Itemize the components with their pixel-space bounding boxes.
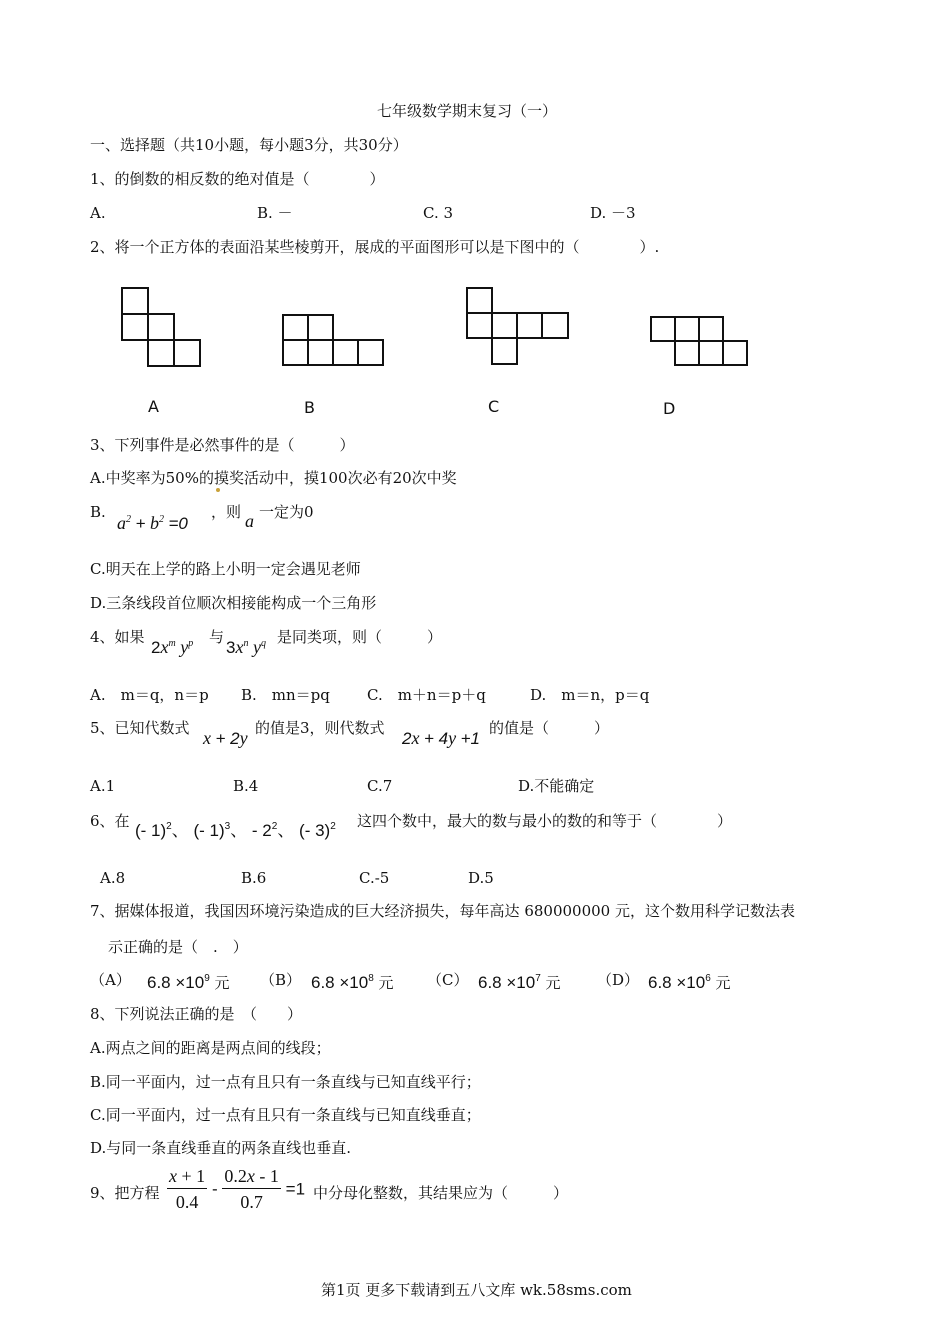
q9-equation: $\frac{x + 1}{0.4}$ - $\frac{0.2x - 1}{0.7}$ =1 bbox=[169, 1166, 306, 1212]
q7-label-b: （B） bbox=[260, 971, 302, 989]
question-4-mid: 与 bbox=[209, 628, 225, 646]
question-1-stem: 1、的倒数的相反数的绝对值是（ ） bbox=[90, 170, 385, 188]
page-footer: 第1页 更多下载请到五八文库 wk.58sms.com bbox=[321, 1281, 632, 1299]
question-8-stem: 8、下列说法正确的是 （ ） bbox=[90, 1005, 303, 1023]
question-9-prefix: 9、把方程 bbox=[90, 1184, 160, 1202]
question-7-line1: 7、据媒体报道，我国因环境污染造成的巨大经济损失，每年高达 680000000 元，这个数用科学记数法表 bbox=[90, 902, 795, 920]
net-a bbox=[122, 288, 200, 366]
q4-option-d: D. m＝n，p＝q bbox=[530, 686, 650, 704]
q3-var-a: a bbox=[245, 511, 254, 531]
q4-term-2: $3x^n$ $y^q$ bbox=[226, 637, 266, 657]
question-7-line2: 示正确的是（ . ） bbox=[108, 938, 248, 956]
q8-option-b: B.同一平面内，过一点有且只有一条直线与已知直线平行； bbox=[90, 1073, 481, 1091]
q1-option-d: D. －3 bbox=[590, 204, 636, 222]
net-c bbox=[467, 288, 568, 364]
question-6-suffix: 这四个数中，最大的数与最小的数的和等于（ ） bbox=[357, 812, 733, 830]
speck bbox=[216, 488, 220, 492]
q6-numbers: (- 1)$^2$、 (- 1)$^3$、 - $2^2$、 (- 3)$^2$ bbox=[135, 821, 336, 840]
net-d bbox=[651, 317, 747, 365]
net-label-d: D bbox=[663, 399, 676, 418]
q7-label-d: （D） bbox=[597, 971, 640, 989]
q5-option-d: D.不能确定 bbox=[518, 777, 595, 795]
q7-option-c: $6.8 \times 10^7$ 元 bbox=[478, 973, 561, 992]
q8-option-a: A.两点之间的距离是两点间的线段； bbox=[90, 1039, 331, 1057]
q1-option-a: A. bbox=[90, 204, 106, 222]
question-5-mid: 的值是3，则代数式 bbox=[255, 719, 385, 737]
q5-option-b: B.4 bbox=[233, 777, 259, 795]
question-5-suffix: 的值是（ ） bbox=[489, 719, 610, 737]
question-4-suffix: 是同类项，则（ ） bbox=[277, 628, 443, 646]
q7-label-c: （C） bbox=[427, 971, 469, 989]
q3-option-b-prefix: B. bbox=[90, 503, 106, 521]
q3-formula: $a^2 + b^2 =0$ bbox=[117, 513, 188, 533]
q6-option-c: C.-5 bbox=[359, 869, 390, 887]
q4-option-a: A. m＝q，n＝p bbox=[90, 686, 209, 704]
q6-option-b: B.6 bbox=[241, 869, 267, 887]
q8-option-d: D.与同一条直线垂直的两条直线也垂直. bbox=[90, 1139, 352, 1157]
q3-option-c: C.明天在上学的路上小明一定会遇见老师 bbox=[90, 560, 361, 578]
net-label-b: B bbox=[304, 398, 315, 417]
q7-option-a: $6.8 \times 10^9$ 元 bbox=[147, 973, 230, 992]
q4-option-b: B. mn＝pq bbox=[241, 686, 330, 704]
question-4-prefix: 4、如果 bbox=[90, 628, 145, 646]
section-heading: 一、选择题（共10小题，每小题3分，共30分） bbox=[90, 136, 408, 154]
q3-option-b-mid: ，则 bbox=[211, 503, 242, 521]
q6-option-d: D.5 bbox=[468, 869, 494, 887]
net-label-c: C bbox=[488, 397, 500, 416]
q7-label-a: （A） bbox=[90, 971, 131, 989]
q5-expr-1: x + 2y bbox=[203, 728, 248, 748]
q3-option-d: D.三条线段首位顺次相接能构成一个三角形 bbox=[90, 594, 377, 612]
q6-option-a: A.8 bbox=[100, 869, 126, 887]
q3-option-a: A.中奖率为50%的摸奖活动中，摸100次必有20次中奖 bbox=[90, 469, 457, 487]
net-b bbox=[283, 315, 383, 365]
question-6-prefix: 6、在 bbox=[90, 812, 130, 830]
question-5-prefix: 5、已知代数式 bbox=[90, 719, 190, 737]
q3-option-b-suffix: 一定为0 bbox=[259, 503, 314, 521]
q4-term-1: $2x^m$ $y^p$ bbox=[151, 637, 194, 657]
question-2-stem: 2、将一个正方体的表面沿某些棱剪开，展成的平面图形可以是下图中的（ ）. bbox=[90, 238, 660, 256]
q4-option-c: C. m＋n＝p＋q bbox=[367, 686, 486, 704]
cube-nets-figure bbox=[0, 0, 950, 430]
q5-option-a: A.1 bbox=[90, 777, 116, 795]
q1-option-b: B. － bbox=[257, 204, 293, 222]
q5-expr-2: 2x + 4y +1 bbox=[402, 728, 480, 748]
q8-option-c: C.同一平面内，过一点有且只有一条直线与已知直线垂直； bbox=[90, 1106, 481, 1124]
question-9-suffix: 中分母化整数，其结果应为（ ） bbox=[313, 1184, 569, 1202]
page-title: 七年级数学期末复习（一） bbox=[377, 102, 558, 120]
q7-option-d: $6.8 \times 10^6$ 元 bbox=[648, 973, 731, 992]
net-label-a: A bbox=[148, 397, 159, 416]
question-3-stem: 3、下列事件是必然事件的是（ ） bbox=[90, 436, 355, 454]
q1-option-c: C. 3 bbox=[423, 204, 454, 222]
q7-option-b: $6.8 \times 10^8$ 元 bbox=[311, 973, 394, 992]
q5-option-c: C.7 bbox=[367, 777, 393, 795]
